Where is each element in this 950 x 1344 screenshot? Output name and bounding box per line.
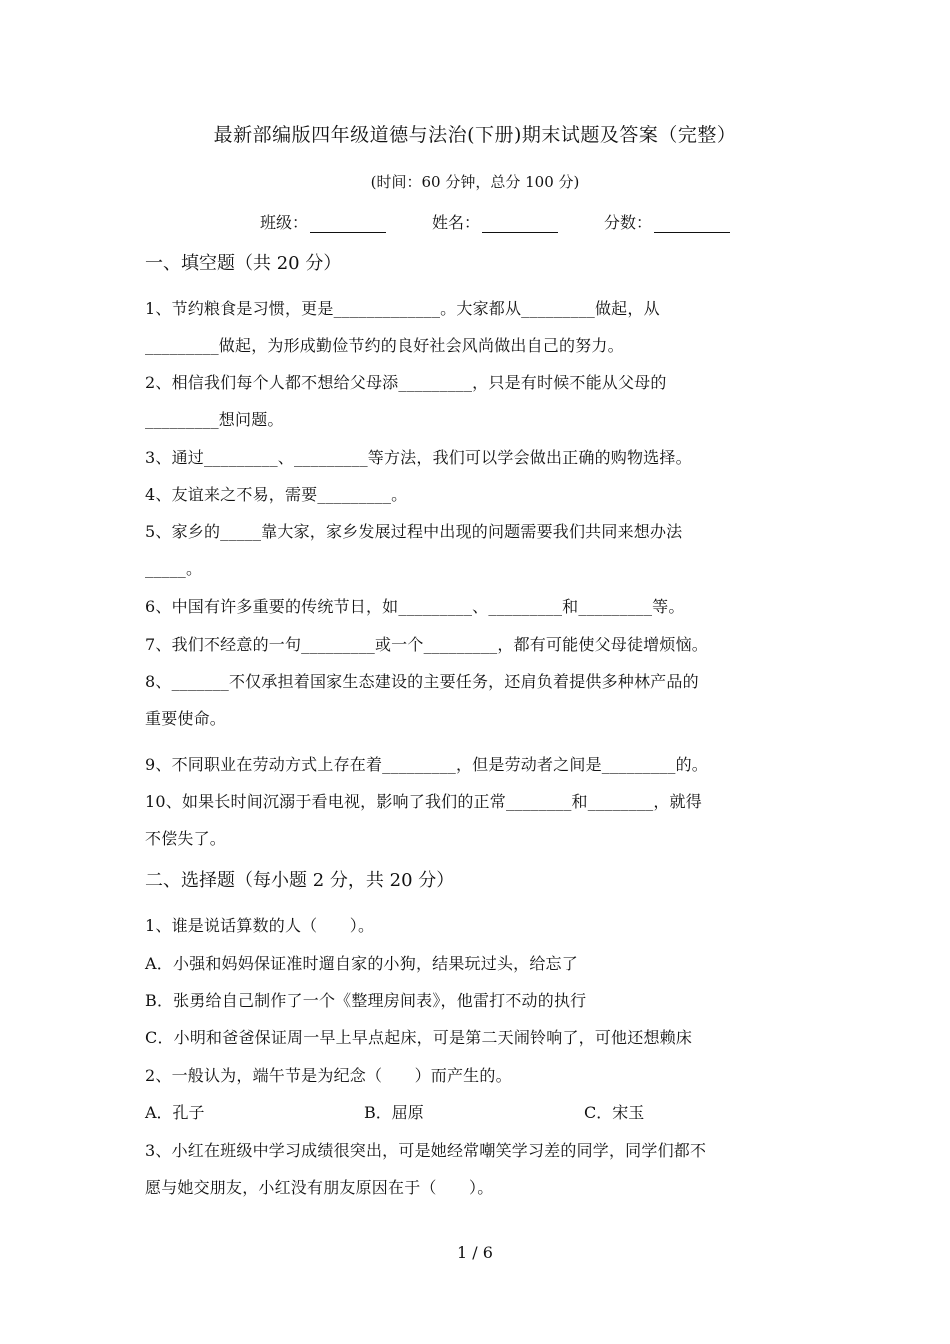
question-1-option-a: A．小强和妈妈保证准时遛自家的小狗，结果玩过头，给忘了 (145, 954, 578, 973)
question-1-option-b: B．张勇给自己制作了一个《整理房间表》，他雷打不动的执行 (145, 991, 587, 1010)
fill-line: 1、节约粮食是习惯，更是_____________。大家都从_________做起，从 (145, 299, 660, 318)
score-field (604, 210, 730, 233)
fill-line: _____。 (145, 559, 203, 578)
question-1-stem: 1、谁是说话算数的人（ ）。 (145, 916, 375, 935)
fill-line: 9、不同职业在劳动方式上存在着_________，但是劳动者之间是_________的。 (145, 755, 708, 774)
class-field (260, 210, 386, 233)
fill-line: 6、中国有许多重要的传统节日，如_________、_________和_________等。 (145, 597, 685, 616)
question-3-line: 愿与她交朋友，小红没有朋友原因在于（ ）。 (145, 1178, 494, 1197)
document-subtitle: (时间：60 分钟，总分 100 分) (370, 173, 580, 191)
document-title: 最新部编版四年级道德与法治(下册)期末试题及答案（完整） (213, 124, 737, 146)
section-1-heading: 一、填空题（共 20 分） (145, 253, 342, 274)
class-blank (310, 214, 386, 233)
fill-line: 8、_______不仅承担着国家生态建设的主要任务，还肩负着提供多种林产品的 (145, 672, 699, 691)
fill-line: 5、家乡的_____靠大家，家乡发展过程中出现的问题需要我们共同来想办法 (145, 522, 683, 541)
question-2-option-a: A．孔子 (145, 1103, 205, 1122)
score-label: 分数： (604, 213, 653, 232)
question-2-option-c: C．宋玉 (584, 1103, 645, 1122)
fill-line: _________想问题。 (145, 410, 284, 429)
question-3-line: 3、小红在班级中学习成绩很突出，可是她经常嘲笑学习差的同学，同学们都不 (145, 1141, 707, 1160)
question-1-option-c: C．小明和爸爸保证周一早上早点起床，可是第二天闹铃响了，可他还想赖床 (145, 1028, 693, 1047)
fill-line: 重要使命。 (145, 709, 227, 728)
fill-line: 不偿失了。 (145, 829, 227, 848)
score-blank (654, 214, 730, 233)
class-label: 班级： (260, 213, 309, 232)
section-2-heading: 二、选择题（每小题 2 分，共 20 分） (145, 870, 455, 891)
question-2-stem: 2、一般认为，端午节是为纪念（ ）而产生的。 (145, 1066, 512, 1085)
fill-line: _________做起，为形成勤俭节约的良好社会风尚做出自己的努力。 (145, 336, 624, 355)
fill-line: 4、友谊来之不易，需要_________。 (145, 485, 408, 504)
name-blank (482, 214, 558, 233)
fill-line: 7、我们不经意的一句_________或一个_________，都有可能使父母徒增烦恼。 (145, 635, 708, 654)
page-number: 1 / 6 (457, 1243, 493, 1262)
question-2-option-b: B．屈原 (364, 1103, 424, 1122)
fill-line: 3、通过_________、_________等方法，我们可以学会做出正确的购物选择。 (145, 448, 692, 467)
name-label: 姓名： (432, 213, 481, 232)
fill-line: 10、如果长时间沉溺于看电视，影响了我们的正常________和________，就得 (145, 792, 702, 811)
fill-line: 2、相信我们每个人都不想给父母添_________，只是有时候不能从父母的 (145, 373, 667, 392)
name-field (432, 210, 558, 233)
